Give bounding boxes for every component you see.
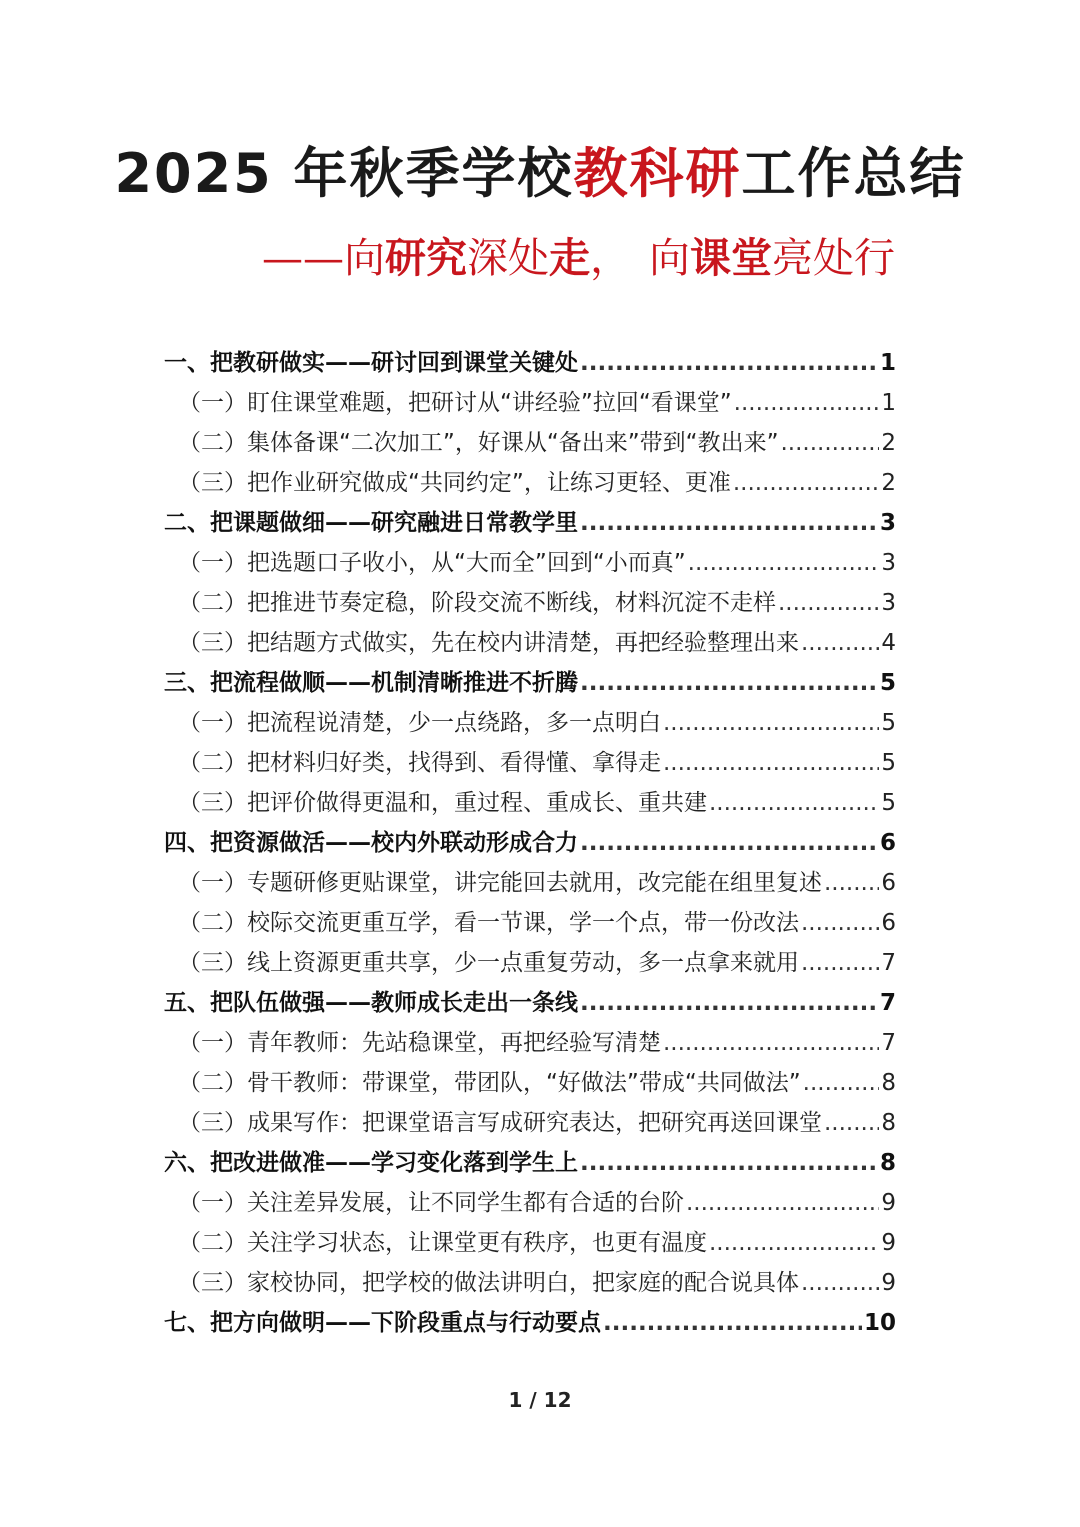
toc-leader-dots — [663, 1023, 879, 1063]
toc-entry-title: 二、把课题做细——研究融进日常教学里 — [164, 510, 578, 536]
toc-entry-title: （一）盯住课堂难题，把研讨从“讲经验”拉回“看课堂” — [178, 390, 732, 416]
subtitle-s6: 向 — [649, 234, 690, 282]
toc-entry-title: 六、把改进做准——学习变化落到学生上 — [164, 1150, 578, 1176]
title-highlight: 教科研 — [573, 142, 742, 205]
subtitle-dash: —— — [262, 234, 344, 282]
toc-leader-dots — [734, 383, 880, 423]
toc-leader-dots — [733, 463, 880, 503]
toc-entry-title: （一）专题研修更贴课堂，讲完能回去就用，改完能在组里复述 — [178, 870, 822, 896]
toc-entry-title: 三、把流程做顺——机制清晰推进不折腾 — [164, 670, 578, 696]
toc-entry-title: （一）把流程说清楚，少一点绕路，多一点明白 — [178, 710, 661, 736]
toc-subsection[interactable] — [164, 1223, 896, 1263]
toc-leader-dots — [580, 503, 878, 543]
toc-subsection[interactable] — [164, 543, 896, 583]
toc-section[interactable] — [164, 343, 896, 383]
toc-subsection[interactable] — [164, 1023, 896, 1063]
subtitle-s2: 研究 — [385, 234, 467, 282]
toc-leader-dots — [824, 863, 879, 903]
toc-page-number: 7 — [881, 950, 896, 976]
toc-leader-dots — [580, 343, 878, 383]
toc-entry-title: （一）关注差异发展，让不同学生都有合适的台阶 — [178, 1190, 684, 1216]
toc-section[interactable] — [164, 503, 896, 543]
toc-subsection[interactable] — [164, 383, 896, 423]
toc-leader-dots — [801, 903, 879, 943]
toc-leader-dots — [801, 943, 879, 983]
toc-entry-title: （三）家校协同，把学校的做法讲明白，把家庭的配合说具体 — [178, 1270, 799, 1296]
toc-leader-dots — [801, 1263, 879, 1303]
toc-page-number: 8 — [879, 1150, 896, 1176]
toc-entry-title: 一、把教研做实——研讨回到课堂关键处 — [164, 350, 578, 376]
page-indicator: 1 / 12 — [508, 1388, 572, 1412]
toc-subsection[interactable] — [164, 903, 896, 943]
toc-page-number: 1 — [881, 390, 896, 416]
toc-leader-dots — [801, 623, 879, 663]
toc-entry-title: 七、把方向做明——下阶段重点与行动要点 — [164, 1310, 601, 1336]
subtitle-s8: 亮处行 — [772, 234, 895, 282]
toc-page-number: 6 — [879, 830, 896, 856]
toc-entry-title: （三）把评价做得更温和，重过程、重成长、重共建 — [178, 790, 707, 816]
toc-subsection[interactable] — [164, 783, 896, 823]
toc-subsection[interactable] — [164, 943, 896, 983]
toc-leader-dots — [663, 743, 879, 783]
toc-entry-title: （二）把材料归好类，找得到、看得懂、拿得走 — [178, 750, 661, 776]
toc-page-number: 6 — [881, 870, 896, 896]
subtitle-s7: 课堂 — [690, 234, 772, 282]
toc-leader-dots — [709, 783, 879, 823]
toc-entry-title: （二）关注学习状态，让课堂更有秩序，也更有温度 — [178, 1230, 707, 1256]
toc-page-number: 4 — [881, 630, 896, 656]
toc-page-number: 9 — [881, 1190, 896, 1216]
toc-leader-dots — [688, 543, 880, 583]
toc-subsection[interactable] — [164, 583, 896, 623]
toc-entry-title: （二）把推进节奏定稳，阶段交流不断线，材料沉淀不走样 — [178, 590, 776, 616]
toc-entry-title: （一）把选题口子收小，从“大而全”回到“小而真” — [178, 550, 686, 576]
toc-entry-title: （二）集体备课“二次加工”，好课从“备出来”带到“教出来” — [178, 430, 779, 456]
toc-section[interactable] — [164, 1303, 896, 1343]
toc-page-number: 7 — [879, 990, 896, 1016]
toc-page-number: 2 — [881, 430, 896, 456]
toc-leader-dots — [778, 583, 879, 623]
toc-entry-title: （一）青年教师：先站稳课堂，再把经验写清楚 — [178, 1030, 661, 1056]
toc-page-number: 5 — [881, 790, 896, 816]
subtitle-s4: 走 — [549, 234, 590, 282]
toc-page-number: 1 — [879, 350, 896, 376]
toc-page-number: 5 — [879, 670, 896, 696]
toc-leader-dots — [580, 1143, 878, 1183]
toc-page-number: 3 — [881, 550, 896, 576]
toc-leader-dots — [580, 823, 878, 863]
toc-entry-title: （三）成果写作：把课堂语言写成研究表达，把研究再送回课堂 — [178, 1110, 822, 1136]
toc-page-number: 6 — [881, 910, 896, 936]
subtitle-s3: 深处 — [467, 234, 549, 282]
toc-subsection[interactable] — [164, 463, 896, 503]
toc-page-number: 5 — [881, 750, 896, 776]
toc-page-number: 3 — [879, 510, 896, 536]
toc-section[interactable] — [164, 1143, 896, 1183]
toc-entry-title: 四、把资源做活——校内外联动形成合力 — [164, 830, 578, 856]
subtitle-s1: 向 — [344, 234, 385, 282]
toc-page-number: 9 — [881, 1270, 896, 1296]
toc-page-number: 10 — [863, 1310, 896, 1336]
toc-section[interactable] — [164, 983, 896, 1023]
toc-subsection[interactable] — [164, 1263, 896, 1303]
toc-entry-title: （三）把作业研究做成“共同约定”，让练习更轻、更准 — [178, 470, 731, 496]
toc-page-number: 7 — [881, 1030, 896, 1056]
toc-subsection[interactable] — [164, 623, 896, 663]
toc-leader-dots — [663, 703, 879, 743]
toc-leader-dots — [803, 1063, 880, 1103]
toc-leader-dots — [580, 983, 878, 1023]
toc-subsection[interactable] — [164, 1183, 896, 1223]
toc-page-number: 2 — [881, 470, 896, 496]
toc-entry-title: （二）校际交流更重互学，看一节课，学一个点，带一份改法 — [178, 910, 799, 936]
toc-subsection[interactable] — [164, 1103, 896, 1143]
toc-section[interactable] — [164, 663, 896, 703]
toc-subsection[interactable] — [164, 703, 896, 743]
toc-entry-title: （二）骨干教师：带课堂，带团队，“好做法”带成“共同做法” — [178, 1070, 801, 1096]
toc-section[interactable] — [164, 823, 896, 863]
table-of-contents — [164, 343, 896, 1343]
toc-leader-dots — [686, 1183, 879, 1223]
toc-entry-title: 五、把队伍做强——教师成长走出一条线 — [164, 990, 578, 1016]
toc-entry-title: （三）把结题方式做实，先在校内讲清楚，再把经验整理出来 — [178, 630, 799, 656]
toc-subsection[interactable] — [164, 423, 896, 463]
toc-leader-dots — [580, 663, 878, 703]
toc-subsection[interactable] — [164, 1063, 896, 1103]
toc-page-number: 9 — [881, 1230, 896, 1256]
toc-page-number: 8 — [881, 1110, 896, 1136]
toc-leader-dots — [709, 1223, 879, 1263]
toc-page-number: 5 — [881, 710, 896, 736]
toc-subsection[interactable] — [164, 863, 896, 903]
toc-leader-dots — [781, 423, 880, 463]
toc-entry-title: （三）线上资源更重共享，少一点重复劳动，多一点拿来就用 — [178, 950, 799, 976]
document-title — [0, 138, 1080, 210]
toc-leader-dots — [824, 1103, 879, 1143]
toc-subsection[interactable] — [164, 743, 896, 783]
title-part-3: 工作总结 — [741, 142, 966, 205]
toc-page-number: 8 — [881, 1070, 896, 1096]
toc-page-number: 3 — [881, 590, 896, 616]
toc-leader-dots — [603, 1303, 862, 1343]
subtitle-s5: ， — [590, 234, 631, 282]
title-part-1: 2025 年秋季学校 — [114, 142, 574, 205]
document-subtitle — [262, 226, 962, 290]
